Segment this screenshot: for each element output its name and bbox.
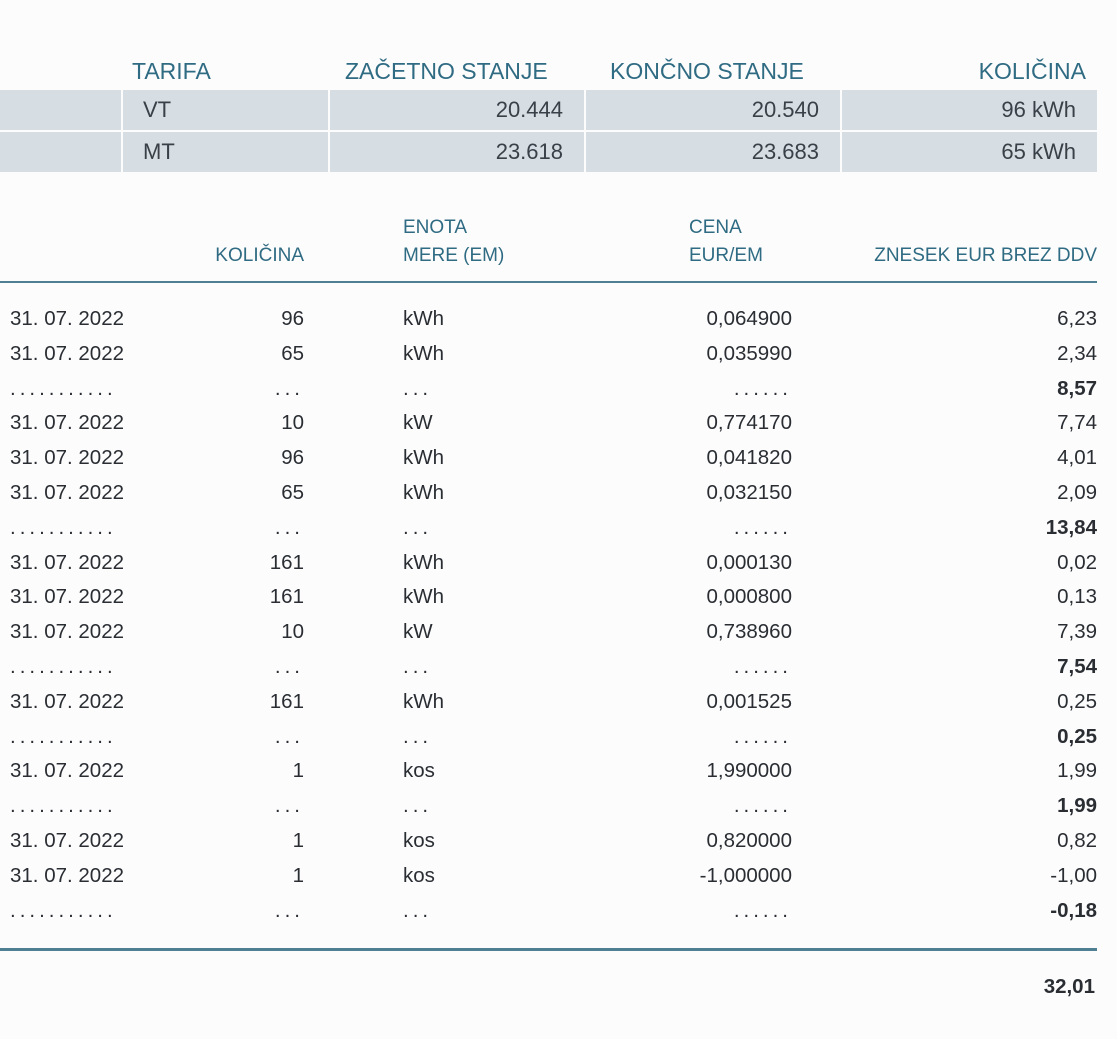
price-cell: 0,000800 [706, 585, 792, 608]
amount-cell: 0,25 [1057, 690, 1097, 713]
dotted-leader: ... [274, 516, 304, 539]
dotted-leader: ........... [10, 516, 117, 539]
date-cell: 31. 07. 2022 [10, 829, 124, 852]
subtotal-amount: 13,84 [1045, 516, 1097, 539]
col-header-enota-line2: MERE (EM) [403, 245, 505, 266]
header-tarifa: TARIFA [132, 58, 211, 84]
unit-cell: kWh [403, 551, 444, 574]
unit-cell: kos [403, 864, 435, 887]
qty-cell: 10 [281, 411, 304, 434]
meter-col-divider [584, 90, 586, 172]
dotted-leader: ... [403, 899, 433, 922]
subtotal-amount: -0,18 [1050, 899, 1097, 922]
col-header-kolicina: KOLIČINA [215, 245, 304, 266]
unit-cell: kWh [403, 481, 444, 504]
col-header-enota-line1: ENOTA [403, 217, 468, 238]
header-rule [0, 281, 1097, 283]
meter-zacetno-cell: 23.618 [495, 139, 563, 164]
amount-cell: 7,39 [1057, 620, 1097, 643]
date-cell: 31. 07. 2022 [10, 759, 124, 782]
price-cell: -1,000000 [699, 864, 792, 887]
dotted-leader: ... [274, 655, 304, 678]
price-cell: 0,738960 [706, 620, 792, 643]
price-cell: 0,774170 [706, 411, 792, 434]
price-cell: 0,001525 [706, 690, 792, 713]
meter-kolicina-cell: 65 kWh [1001, 139, 1076, 164]
dotted-leader: ... [403, 725, 433, 748]
date-cell: 31. 07. 2022 [10, 551, 124, 574]
unit-cell: kWh [403, 307, 444, 330]
date-cell: 31. 07. 2022 [10, 446, 124, 469]
dotted-leader: ...... [733, 516, 792, 539]
unit-cell: kos [403, 829, 435, 852]
dotted-leader: ... [403, 655, 433, 678]
subtotal-amount: 1,99 [1057, 794, 1097, 817]
date-cell: 31. 07. 2022 [10, 342, 124, 365]
unit-cell: kW [403, 620, 433, 643]
meter-col-divider [328, 90, 330, 172]
meter-col-divider [840, 90, 842, 172]
dotted-leader: ........... [10, 794, 117, 817]
col-header-znesek: ZNESEK EUR BREZ DDV [874, 245, 1097, 266]
col-header-cena-line1: CENA [689, 217, 742, 238]
amount-cell: 0,02 [1057, 551, 1097, 574]
dotted-leader: ...... [733, 655, 792, 678]
qty-cell: 1 [292, 864, 304, 887]
dotted-leader: ... [274, 725, 304, 748]
dotted-leader: ...... [733, 899, 792, 922]
dotted-leader: ........... [10, 725, 117, 748]
col-header-cena-line2: EUR/EM [689, 245, 763, 266]
unit-cell: kW [403, 411, 433, 434]
qty-cell: 1 [292, 759, 304, 782]
date-cell: 31. 07. 2022 [10, 864, 124, 887]
unit-cell: kWh [403, 446, 444, 469]
amount-cell: 2,09 [1057, 481, 1097, 504]
dotted-leader: ... [274, 377, 304, 400]
unit-cell: kos [403, 759, 435, 782]
qty-cell: 161 [269, 585, 304, 608]
subtotal-amount: 0,25 [1057, 725, 1097, 748]
header-koncno-stanje: KONČNO STANJE [610, 58, 804, 84]
amount-cell: 2,34 [1057, 342, 1097, 365]
unit-cell: kWh [403, 342, 444, 365]
dotted-leader: ... [274, 899, 304, 922]
dotted-leader: ... [403, 377, 433, 400]
price-cell: 1,990000 [706, 759, 792, 782]
qty-cell: 65 [281, 342, 304, 365]
grand-total: 32,01 [1043, 975, 1095, 998]
dotted-leader: ........... [10, 377, 117, 400]
dotted-leader: ........... [10, 655, 117, 678]
meter-koncno-cell: 23.683 [751, 139, 819, 164]
header-zacetno-stanje: ZAČETNO STANJE [345, 58, 548, 84]
price-cell: 0,000130 [706, 551, 792, 574]
amount-cell: 4,01 [1057, 446, 1097, 469]
meter-tarifa-cell: VT [143, 97, 172, 122]
qty-cell: 10 [281, 620, 304, 643]
amount-cell: 0,13 [1057, 585, 1097, 608]
qty-cell: 96 [281, 446, 304, 469]
dotted-leader: ... [403, 794, 433, 817]
dotted-leader: ........... [10, 899, 117, 922]
price-cell: 0,064900 [706, 307, 792, 330]
unit-cell: kWh [403, 585, 444, 608]
date-cell: 31. 07. 2022 [10, 585, 124, 608]
price-cell: 0,032150 [706, 481, 792, 504]
date-cell: 31. 07. 2022 [10, 411, 124, 434]
meter-koncno-cell: 20.540 [751, 97, 819, 122]
amount-cell: 6,23 [1057, 307, 1097, 330]
qty-cell: 1 [292, 829, 304, 852]
price-cell: 0,820000 [706, 829, 792, 852]
price-cell: 0,035990 [706, 342, 792, 365]
header-kolicina: KOLIČINA [978, 58, 1086, 84]
qty-cell: 161 [269, 551, 304, 574]
meter-col-divider [121, 90, 123, 172]
unit-cell: kWh [403, 690, 444, 713]
meter-tarifa-cell: MT [143, 139, 175, 164]
date-cell: 31. 07. 2022 [10, 690, 124, 713]
subtotal-amount: 7,54 [1057, 655, 1097, 678]
amount-cell: 0,82 [1057, 829, 1097, 852]
date-cell: 31. 07. 2022 [10, 481, 124, 504]
dotted-leader: ...... [733, 377, 792, 400]
qty-cell: 161 [269, 690, 304, 713]
total-rule [0, 948, 1097, 951]
dotted-leader: ...... [733, 725, 792, 748]
dotted-leader: ...... [733, 794, 792, 817]
amount-cell: -1,00 [1050, 864, 1097, 887]
price-cell: 0,041820 [706, 446, 792, 469]
meter-kolicina-cell: 96 kWh [1001, 97, 1076, 122]
subtotal-amount: 8,57 [1057, 377, 1097, 400]
amount-cell: 1,99 [1057, 759, 1097, 782]
date-cell: 31. 07. 2022 [10, 620, 124, 643]
qty-cell: 96 [281, 307, 304, 330]
qty-cell: 65 [281, 481, 304, 504]
dotted-leader: ... [403, 516, 433, 539]
date-cell: 31. 07. 2022 [10, 307, 124, 330]
dotted-leader: ... [274, 794, 304, 817]
meter-zacetno-cell: 20.444 [495, 97, 563, 122]
amount-cell: 7,74 [1057, 411, 1097, 434]
